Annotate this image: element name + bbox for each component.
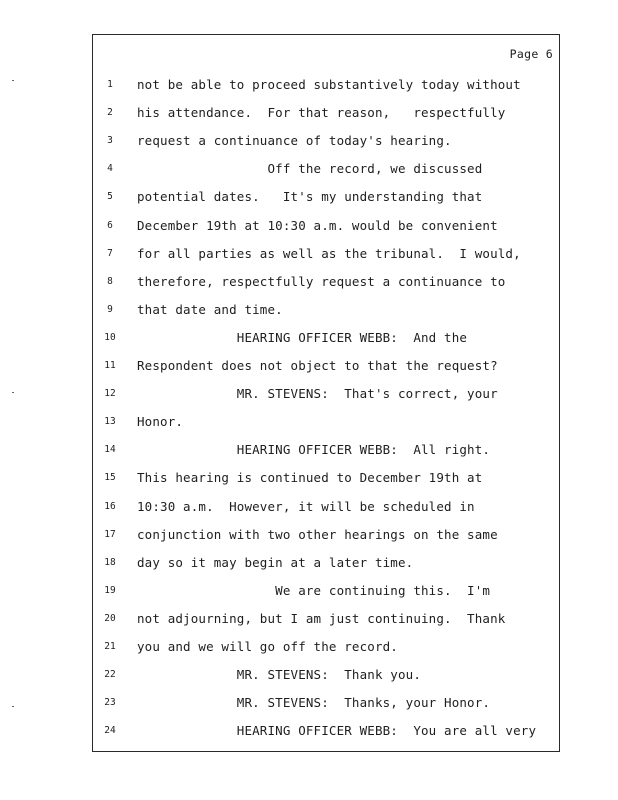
line-text: HEARING OFFICER WEBB: All right. — [137, 442, 491, 458]
line-number: 15 — [104, 472, 116, 484]
line-number: 23 — [104, 697, 116, 709]
transcript-page — [92, 34, 560, 752]
line-text: HEARING OFFICER WEBB: And the — [137, 329, 468, 345]
line-text: his attendance. For that reason, respectfully — [137, 105, 506, 121]
line-number: 9 — [107, 303, 113, 315]
line-number: 6 — [107, 219, 113, 231]
transcript-line — [93, 189, 561, 207]
line-number: 2 — [107, 107, 113, 119]
line-number: 12 — [104, 388, 116, 400]
line-text: conjunction with two other hearings on the same — [137, 526, 498, 542]
page-number: Page 6 — [509, 47, 553, 61]
transcript-line — [93, 105, 561, 123]
line-text: you and we will go off the record. — [137, 639, 398, 654]
line-number: 10 — [104, 331, 116, 343]
transcript-line — [93, 414, 561, 432]
scan-mark — [12, 706, 14, 707]
line-number: 8 — [107, 275, 113, 287]
transcript-line — [93, 358, 561, 376]
line-text: Honor. — [137, 414, 184, 430]
line-text: therefore, respectfully request a continuance to — [137, 273, 506, 289]
scan-mark — [12, 80, 14, 81]
transcript-line — [93, 246, 561, 264]
line-number: 22 — [104, 669, 116, 681]
transcript-line — [93, 442, 561, 460]
line-text: MR. STEVENS: Thanks, your Honor. — [137, 695, 491, 711]
line-number: 1 — [107, 79, 113, 90]
transcript-line — [93, 583, 561, 601]
line-text: Respondent does not object to that the request? — [137, 358, 498, 373]
line-text: HEARING OFFICER WEBB: You are all very — [137, 723, 537, 739]
line-number: 17 — [104, 528, 116, 540]
line-text: not adjourning, but I am just continuing. Thank — [137, 610, 506, 626]
line-text: potential dates. It's my understanding that — [137, 189, 483, 205]
transcript-line — [93, 611, 561, 629]
transcript-line — [93, 386, 561, 404]
line-text: MR. STEVENS: That's correct, your — [137, 386, 498, 402]
line-text: not be able to proceed substantively today without — [137, 77, 521, 92]
transcript-line — [93, 499, 561, 517]
transcript-line — [93, 218, 561, 236]
line-text: request a continuance of today's hearing. — [137, 133, 452, 149]
line-number: 7 — [107, 247, 113, 259]
line-text: We are continuing this. I'm — [137, 582, 491, 598]
transcript-line — [93, 161, 561, 179]
line-text: Off the record, we discussed — [137, 161, 483, 177]
line-number: 18 — [104, 556, 116, 568]
transcript-line — [93, 274, 561, 292]
transcript-line — [93, 723, 561, 741]
line-number: 13 — [104, 416, 116, 428]
line-number: 19 — [104, 584, 116, 596]
transcript-line — [93, 639, 561, 657]
line-text: that date and time. — [137, 301, 283, 317]
line-text: December 19th at 10:30 a.m. would be convenient — [137, 217, 498, 233]
line-number: 14 — [104, 444, 116, 456]
line-text: for all parties as well as the tribunal. I would, — [137, 245, 521, 261]
transcript-line — [93, 527, 561, 545]
transcript-line — [93, 555, 561, 573]
line-text: day so it may begin at a later time. — [137, 554, 414, 570]
line-number: 4 — [107, 163, 113, 175]
transcript-line — [93, 77, 561, 95]
line-number: 21 — [104, 641, 116, 652]
line-text: This hearing is continued to December 19th at — [137, 470, 483, 486]
line-text: 10:30 a.m. However, it will be scheduled in — [137, 498, 475, 514]
transcript-line — [93, 470, 561, 488]
line-number: 20 — [104, 612, 116, 624]
transcript-line — [93, 330, 561, 348]
transcript-line — [93, 667, 561, 685]
line-number: 16 — [104, 500, 116, 512]
line-number: 24 — [104, 725, 116, 737]
line-number: 5 — [107, 191, 113, 203]
transcript-line — [93, 302, 561, 320]
line-number: 11 — [104, 360, 116, 371]
scan-mark — [12, 392, 14, 393]
transcript-line — [93, 695, 561, 713]
transcript-line — [93, 133, 561, 151]
line-number: 3 — [107, 135, 113, 147]
line-text: MR. STEVENS: Thank you. — [137, 667, 421, 683]
